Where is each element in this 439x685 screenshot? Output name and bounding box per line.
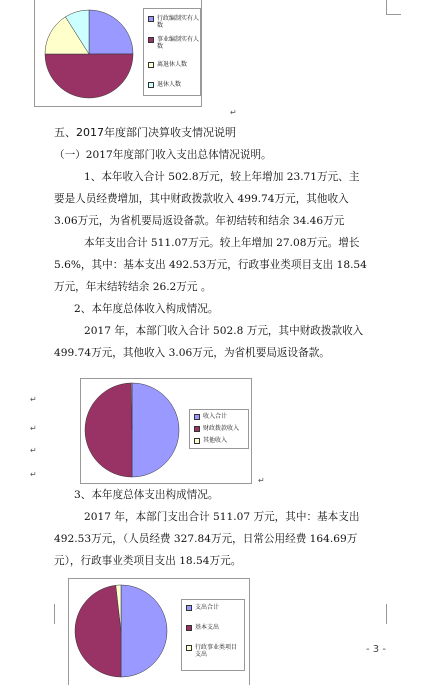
corner-mark-top-right (386, 0, 401, 15)
corner-mark-bottom-left (40, 604, 55, 624)
pie-slice-institution-staff (45, 54, 133, 98)
paragraph-mark: ↵ (30, 424, 37, 433)
paragraph-line: 3.06万元，为省机要局返设备款。年初结转和结余 34.46万元 (54, 215, 345, 227)
chart-3-legend (181, 599, 245, 671)
paragraph-mark: ↵ (30, 446, 37, 455)
legend-swatch (148, 16, 154, 22)
paragraph-line: 1、本年收入合计 502.8万元，较上年增加 23.71万元、主 (84, 171, 360, 183)
legend-swatch (194, 426, 200, 432)
chart-income-composition (80, 378, 252, 484)
pie-slice-total-expense (121, 585, 167, 677)
legend-label: 财政拨款收入 (203, 425, 240, 432)
legend-label: 事业编制实有人数 (157, 36, 200, 50)
legend-label: 退休人数 (157, 81, 182, 88)
subheading-expense: 3、本年度总体支出构成情况。 (74, 489, 219, 501)
paragraph-line: 499.74万元，其他收入 3.06万元，为省机要局返设备款。 (54, 347, 330, 359)
legend-item (194, 413, 227, 420)
legend-swatch (186, 645, 192, 651)
page-number: - 3 - (366, 644, 386, 655)
paragraph-mark: ↵ (30, 395, 37, 404)
legend-item (186, 624, 219, 631)
paragraph-line: 元），行政事业类项目支出 18.54万元。 (54, 555, 242, 567)
legend-label: 基本支出 (195, 624, 220, 631)
chart-1-legend (143, 8, 201, 96)
legend-item (194, 437, 227, 444)
paragraph-line: 要是人员经费增加，其中财政拨款收入 499.74万元，其他收入 (54, 193, 349, 205)
pie-slice-fiscal-income (85, 383, 132, 477)
pie-chart-2 (83, 381, 183, 481)
paragraph-mark: ↵ (230, 108, 237, 117)
legend-label: 其他收入 (203, 437, 228, 444)
legend-swatch (148, 37, 154, 43)
legend-item (148, 36, 199, 50)
paragraph-line: 2017 年，本部门收入合计 502.8 万元，其中财政拨款收入 (84, 325, 364, 337)
legend-label: 支出合计 (195, 604, 220, 611)
legend-swatch (194, 438, 200, 444)
legend-label: 收入合计 (203, 413, 228, 420)
legend-swatch (186, 625, 192, 631)
legend-item (186, 604, 219, 611)
pie-chart-3 (73, 583, 173, 683)
chart-expense-composition (68, 578, 250, 685)
chart-2-legend (189, 409, 249, 449)
paragraph-line: 本年支出合计 511.07万元。较上年增加 27.08万元。增长 (84, 237, 360, 249)
legend-swatch (148, 62, 154, 68)
subheading-overall: （一）2017年度部门收入支出总体情况说明。 (54, 149, 272, 161)
subheading-income: 2、本年度总体收入构成情况。 (74, 303, 219, 315)
legend-item (148, 81, 181, 88)
pie-slice-total-income (132, 383, 179, 477)
paragraph-line: 2017 年，本部门支出合计 511.07 万元，其中：基本支出 (84, 511, 360, 523)
pie-slice-admin-staff (89, 10, 133, 54)
paragraph-line: 万元，年末结转结余 26.2万元 。 (54, 281, 212, 293)
legend-label: 行政编制实有人数 (157, 15, 200, 29)
legend-item (186, 644, 241, 658)
corner-mark-bottom-right (386, 604, 401, 624)
legend-swatch (148, 82, 154, 88)
paragraph-line: 5.6%，其中：基本支出 492.53万元，行政事业类项目支出 18.54 (54, 259, 367, 271)
legend-item (194, 425, 239, 432)
legend-swatch (194, 414, 200, 420)
paragraph-mark: ↵ (30, 470, 37, 479)
legend-item (148, 15, 199, 29)
legend-label: 行政事业类项目支出 (195, 644, 238, 658)
legend-swatch (186, 605, 192, 611)
pie-slice-basic-expense (75, 585, 121, 677)
legend-item (148, 61, 187, 68)
pie-chart-1 (43, 8, 143, 108)
paragraph-line: 492.53万元，（人员经费 327.84万元，日常公用经费 164.69万 (54, 533, 358, 545)
section-title: 五、2017年度部门决算收支情况说明 (54, 126, 236, 139)
chart-staff-composition (34, 0, 202, 107)
paragraph-mark: ↵ (258, 476, 265, 485)
legend-label: 离退休人数 (157, 61, 188, 68)
